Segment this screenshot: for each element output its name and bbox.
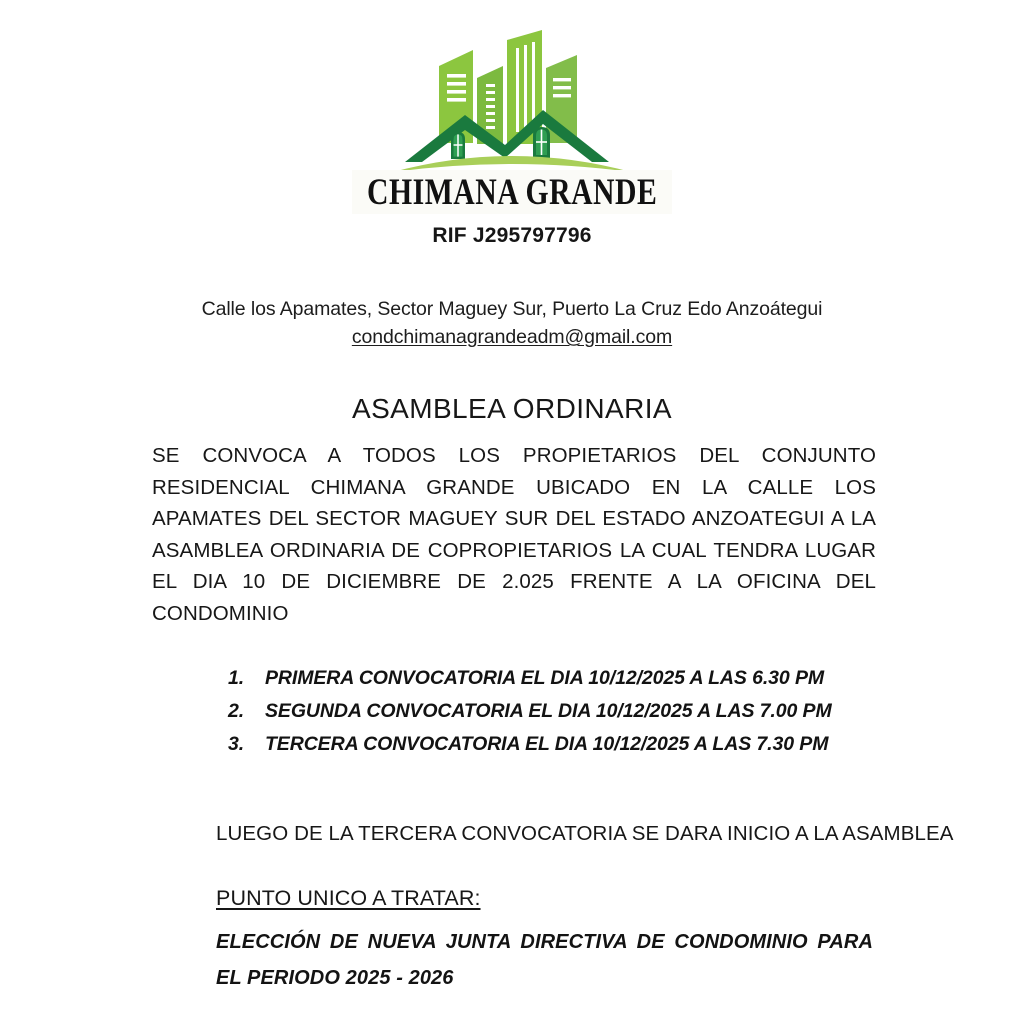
list-item (228, 728, 832, 761)
list-item-number: 3. (228, 733, 245, 755)
logo-block (0, 22, 1024, 248)
list-item (228, 695, 832, 728)
email-link[interactable]: condchimanagrandeadm@gmail.com (351, 326, 673, 348)
contact-block (0, 298, 1024, 349)
list-item-label: PRIMERA CONVOCATORIA EL DIA 10/12/2025 A LAS 6.30 PM (265, 667, 825, 689)
list-item (228, 662, 832, 695)
list-item-label: TERCERA CONVOCATORIA EL DIA 10/12/2025 A LAS 7.30 PM (265, 733, 829, 755)
list-item-number: 2. (228, 700, 245, 722)
address-line: Calle los Apamates, Sector Maguey Sur, Puerto La Cruz Edo Anzoátegui (201, 298, 823, 320)
agenda-heading: PUNTO UNICO A TRATAR: (216, 886, 481, 910)
convocation-paragraph: SE CONVOCA A TODOS LOS PROPIETARIOS DEL CONJUNTO RESIDENCIAL CHIMANA GRANDE UBICADO EN LA CALLE LOS APAMATES DEL SECTOR MAGUEY SUR DEL ESTADO ANZOATEGUI A LA ASAMBLEA ORDINARIA DE COPROPIETARIOS LA CUAL TENDRA LUGAR EL DIA 10 DE DICIEMBRE DE 2.025 FRENTE A LA OFICINA DEL CONDOMINIO (152, 444, 876, 625)
page-title: ASAMBLEA ORDINARIA (352, 393, 672, 424)
logo-wordmark: CHIMANA GRANDE (366, 170, 658, 213)
list-item-number: 1. (228, 667, 245, 689)
convocatoria-list (228, 662, 832, 761)
list-item-label: SEGUNDA CONVOCATORIA EL DIA 10/12/2025 A LAS 7.00 PM (265, 700, 832, 722)
agenda-item: ELECCIÓN DE NUEVA JUNTA DIRECTIVA DE CONDOMINIO PARA EL PERIODO 2025 - 2026 (216, 931, 873, 989)
logo-banner (352, 170, 672, 214)
rif-number: RIF J295797796 (432, 224, 592, 247)
closing-note: LUEGO DE LA TERCERA CONVOCATORIA SE DARA INICIO A LA ASAMBLEA (216, 822, 954, 845)
building-roof-logo-icon (387, 22, 637, 174)
